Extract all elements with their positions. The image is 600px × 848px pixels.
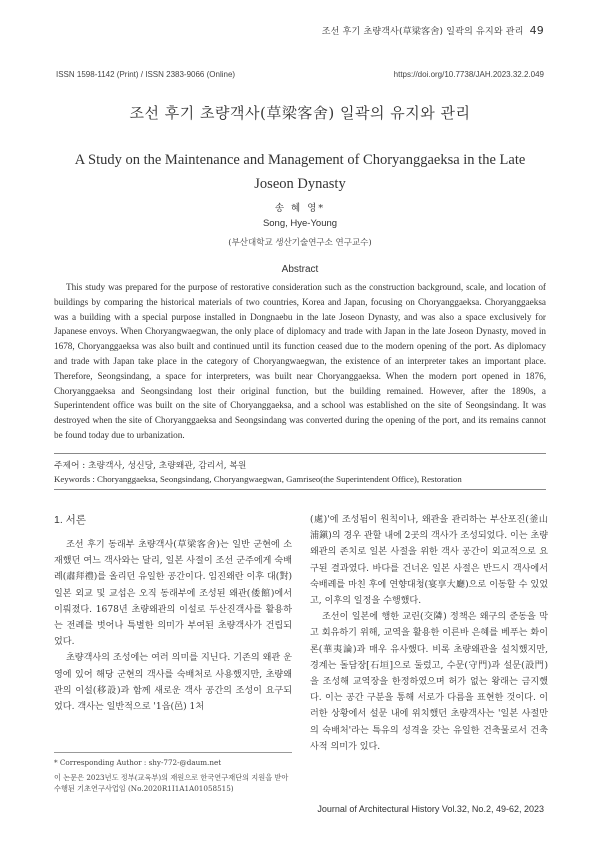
abstract-heading: Abstract (281, 264, 319, 275)
keywords-top-divider (54, 453, 546, 454)
page-number: 49 (529, 24, 544, 37)
issn-line: ISSN 1598-1142 (Print) / ISSN 2383-9066 (Online) (56, 70, 236, 79)
body-column-left (54, 537, 292, 715)
keywords-korean: 주제어 : 초량객사, 성신당, 초량왜관, 감리서, 복원 (54, 461, 247, 471)
body-paragraph: (處)'에 조성됨이 원칙이나, 왜관을 관리하는 부산포진(釜山浦鎭)의 경우 관할 내에 2곳의 객사가 조성되었다. 이는 초량왜관의 존치로 일본 사절을 위한 객사 공간이 외교적으로 요구된 결과였다. 바다를 건너온 일본 사절은 반드시 객사에서 숙배례를 마친 후에 연향대청(宴享大廳)으로 이동할 수 있었고, 이후의 일정을 수행했다. (310, 515, 549, 607)
doi-link[interactable]: https://doi.org/10.7738/JAH.2023.32.2.049 (393, 70, 544, 79)
footnote-corresponding-author: * Corresponding Author : shy-772-@daum.net (54, 758, 222, 767)
author-name-english: Song, Hye-Young (262, 218, 338, 229)
author-name-korean: 송 혜 영* (274, 203, 326, 214)
paper-title-korean: 조선 후기 초량객사(草梁客舍) 일곽의 유지와 관리 (129, 104, 471, 122)
keywords-english: Keywords : Choryanggaeksa, Seongsindang, Choryangwaegwan, Gamriseo(the Superintendent Office), Restoration (54, 474, 462, 484)
body-column-right (310, 512, 548, 755)
body-paragraph: 조선이 일본에 행한 교린(交隣) 정책은 왜구의 준동을 막고 회유하기 위해, 교역을 활용한 이른바 은혜를 베푸는 화이론(華夷論)과 매우 유사했다. 비록 초량왜관을 설치했지만, 경계는 돌담장[石垣]으로 둘렀고, 수문(守門)과 설문(設門)을 조성해 교역장을 한정하였으며 허가 없는 왕래는 금지했다. 이는 공간 구분을 통해 서로가 다름을 표현한 것이다. 이러한 상황에서 설문 내에 위치했던 초량객사는 '일본 사절만의 숙배처'라는 특유의 성격을 갖는 유일한 건축물로서 건축사적 의미가 있다. (310, 612, 548, 752)
paper-title-english: A Study on the Maintenance and Management of Choryanggaeksa in the Late Joseon Dynasty (74, 152, 526, 192)
journal-citation: Journal of Architectural History Vol.32, No.2, 49-62, 2023 (317, 804, 544, 814)
running-head (322, 24, 544, 37)
abstract-text: This study was prepared for the purpose of restorative consideration such as the construction background, scale, and location of buildings by comparing the historical materials of two countries, Korea and Japan, focusing on Choryanggaeksa. Choryanggaeksa was a building with a special purpose installed in Dongnaebu in the late Joseon Dynasty, and was also a space exclusively for Japanese envoys. When Choryangwaegwan, the only place of diplomacy and trade with Japan in the late Joseon Dynasty, moved in 1678, Choryanggaeksa was also built and continued until its function ceased due to the modern opening of the port. As diplomacy and trade with Japan take place in the category of Choryangwaegwan, the existence of an interpreter takes an important place. Therefore, Seongsindang, a space for interpreters, was built near Choryanggaeksa. When the modern port opened in 1876, Choryanggaeksa and Seongsindang lost their original function, but the building remained. However, after the 1890s, a Superintendent office was built on the site of Choryanggaeksa, and a school was established on the site of Seongsindang. It was destroyed when the site of Choryanggaeksa and Seongsindang was converted during the opening of the port, and its remains cannot be found today due to urbanization. (54, 282, 546, 440)
section-heading-introduction: 1. 서론 (54, 514, 86, 526)
body-paragraph: 조선 후기 동래부 초량객사(草梁客舍)는 일반 군현에 소재했던 여느 객사와는 달리, 일본 사절이 조선 군주에게 숙배례(肅拜禮)를 올리던 유일한 공간이다. 임진왜란 이후 대(對)일본 외교 및 교섭은 오직 동래부에 조성된 왜관(倭館)에서 이뤄졌다. 1678년 초량왜관의 이설로 두산진객사를 활용하는 전례를 벗어나 특별한 의미가 부여된 초량객사가 건립되었다. (54, 540, 292, 648)
author-affiliation: (부산대학교 생산기술연구소 연구교수) (228, 238, 372, 248)
footnote-funding: 이 논문은 2023년도 정부(교육부)의 재원으로 한국연구재단의 지원을 받아 수행된 기초연구사업임 (No.2020R1I1A1A01058515) (54, 773, 289, 793)
keywords-bottom-divider (54, 489, 546, 490)
body-paragraph: 초량객사의 조성에는 여러 의미를 지닌다. 기존의 왜관 운영에 있어 해당 군현의 객사를 숙배처로 사용했지만, 초량왜관의 이설(移設)과 함께 새로운 객사 공간의 조성이 요구되었다. 객사는 일반적으로 '1읍(邑) 1처 (54, 653, 292, 713)
footnote-divider (54, 752, 292, 753)
running-head-title: 조선 후기 초량객사(草梁客舍) 일곽의 유지와 관리 (321, 27, 524, 37)
